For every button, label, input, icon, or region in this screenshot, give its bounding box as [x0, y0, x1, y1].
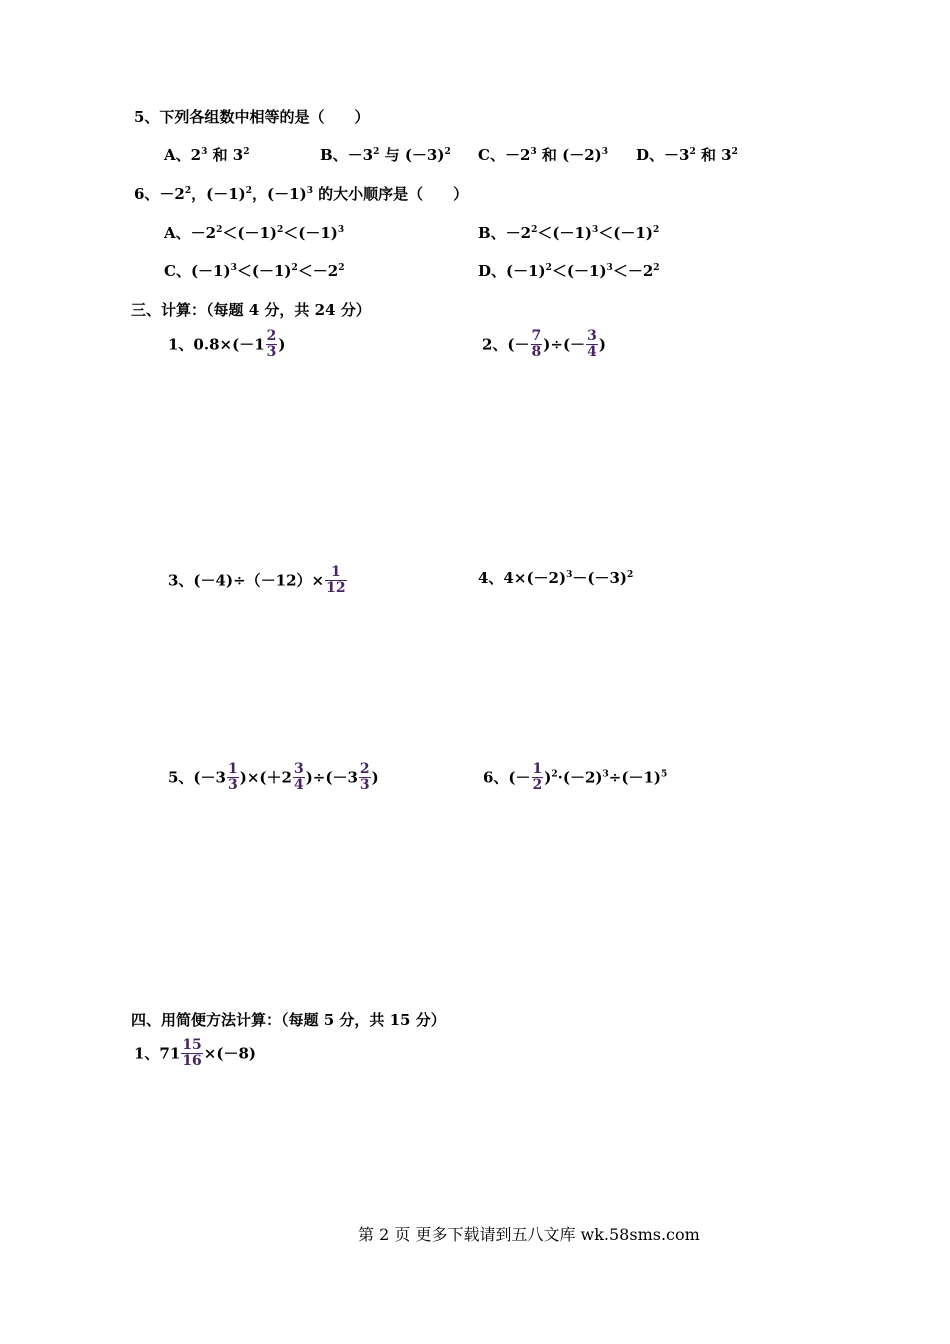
s3-problem-4: 4、$4\times(-2)^3-(-3)^2$ — [478, 569, 634, 587]
q6-option-b: B、$-2^2<(-1)^3<(-1)^2$ — [478, 224, 660, 242]
fraction: $\frac{7}{8}$ — [531, 328, 542, 360]
s3-problem-2: 2、(－ $\frac{7}{8}$ )÷(－ $\frac{3}{4}$ ) — [482, 328, 606, 360]
section3-heading: 三、计算：（每题 4 分，共 24 分） — [131, 301, 371, 319]
s3-problem-5: 5、(－3 $\frac{1}{3}$ )×(＋2 $\frac{3}{4}$ )÷(－3 $\frac{2}{3}$ ) — [168, 761, 379, 793]
q5-option-b: B、$-3^2$ 与 $(-3)^2$ — [320, 146, 451, 164]
fraction: $\frac{2}{3}$ — [266, 328, 277, 360]
fraction: $\frac{1}{2}$ — [532, 761, 543, 793]
q6-option-d: D、$(-1)^2<(-1)^3<-2^2$ — [478, 262, 660, 280]
q6-option-c: C、$(-1)^3<(-1)^2<-2^2$ — [164, 262, 345, 280]
s3-problem-3: 3、(－4)÷（－12）× $\frac{1}{12}$ — [168, 564, 346, 596]
page-footer: 第 2 页 更多下载请到五八文库 wk.58sms.com — [358, 1225, 700, 1244]
q6-option-a: A、$-2^2<(-1)^2<(-1)^3$ — [164, 224, 345, 242]
q5-option-c: C、$-2^3$ 和 $(-2)^3$ — [478, 146, 608, 164]
s3-problem-1: 1、0.8×(－1 $\frac{2}{3}$ ) — [168, 328, 286, 360]
fraction: $\frac{15}{16}$ — [182, 1037, 202, 1069]
q6-stem: 6、$-2^2$，$(-1)^2$，$(-1)^3$ 的大小顺序是（ ） — [134, 185, 469, 203]
q5-option-d: D、$-3^2$ 和 $3^2$ — [636, 146, 738, 164]
fraction: $\frac{3}{4}$ — [293, 761, 304, 793]
s4-problem-1: 1、71 $\frac{15}{16}$ ×(－8) — [134, 1037, 256, 1069]
fraction: $\frac{1}{3}$ — [227, 761, 238, 793]
fraction: $\frac{3}{4}$ — [587, 328, 597, 360]
s3-problem-6: 6、(－ $\frac{1}{2}$ )$^2\cdot(-2)^3\div(-1)^5$ — [483, 761, 668, 793]
fraction: $\frac{1}{12}$ — [326, 564, 346, 596]
section4-heading: 四、用简便方法计算：（每题 5 分，共 15 分） — [131, 1011, 446, 1029]
q5-stem: 5、下列各组数中相等的是（ ） — [134, 108, 370, 126]
q5-option-a: A、$2^3$ 和 $3^2$ — [164, 146, 250, 164]
fraction: $\frac{2}{3}$ — [359, 761, 370, 793]
